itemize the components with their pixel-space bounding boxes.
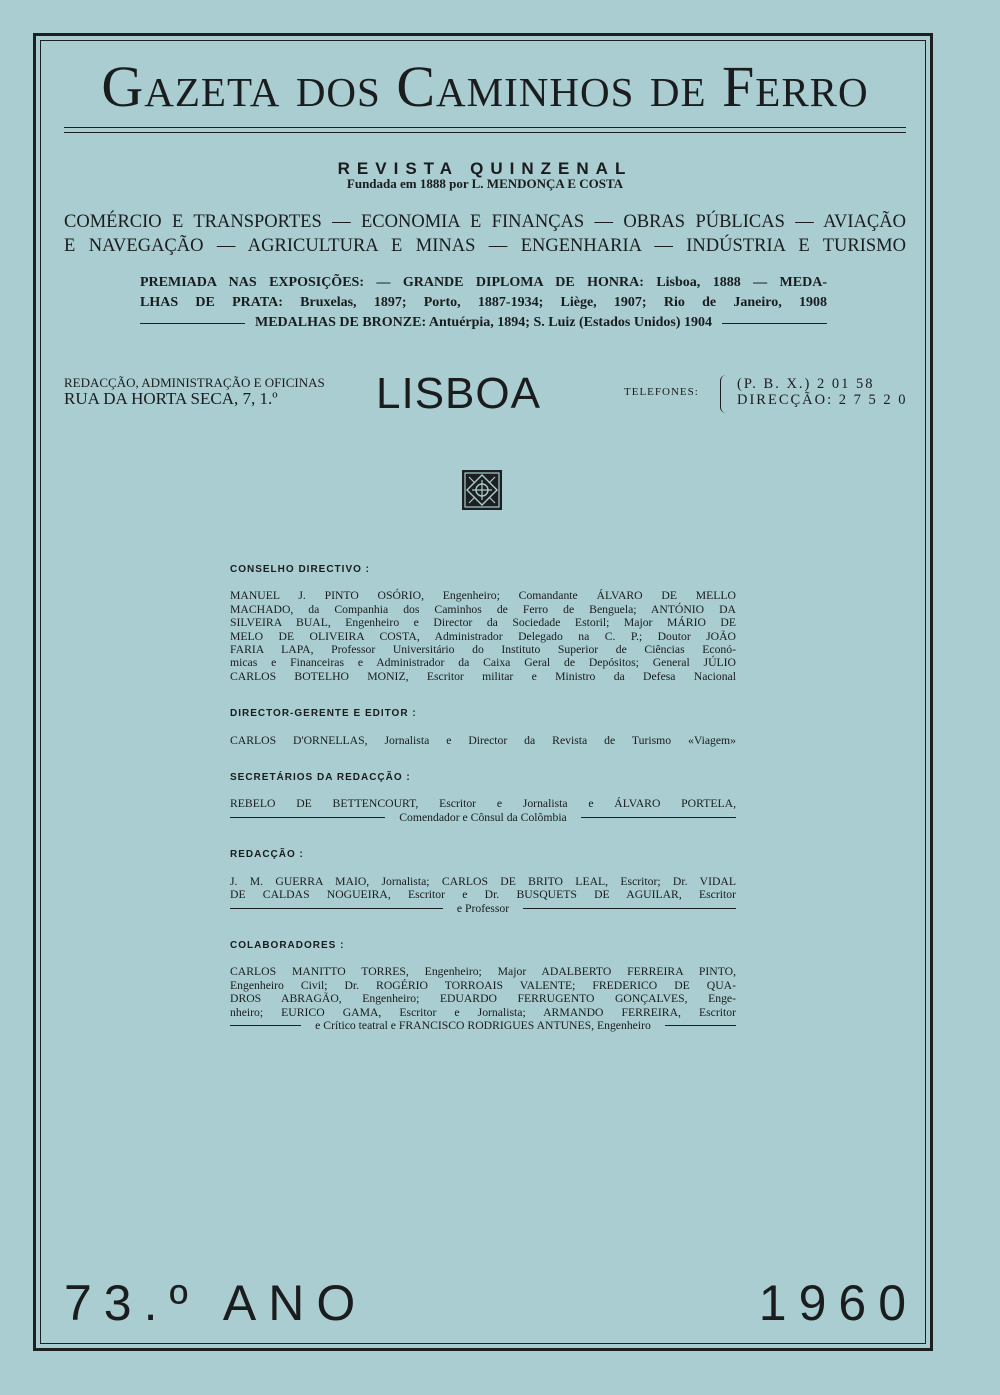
redaccao-line: e Professor — [456, 901, 510, 915]
conselho-line: CARLOS BOTELHO MONIZ, Escritor militar e Ministro da Defesa Nacional — [230, 669, 736, 683]
address-street: RUA DA HORTA SECA, 7, 1.º — [64, 389, 278, 408]
rule-right — [665, 1025, 736, 1026]
secretarios-line: REBELO DE BETTENCOURT, Escritor e Jornalista e ÁLVARO PORTELA, — [230, 797, 736, 811]
director-line: CARLOS D'ORNELLAS, Jornalista e Director da Revista de Turismo «Viagem» — [230, 733, 736, 747]
colaboradores-body — [230, 965, 736, 1032]
phone-pbx: (P. B. X.) 2 01 58 — [737, 376, 875, 392]
rule-left — [230, 817, 385, 818]
address-block — [64, 376, 325, 408]
secretarios-heading: SECRETÁRIOS DA REDACÇÃO : — [230, 772, 411, 784]
rule-left — [230, 908, 443, 909]
redaccao-line: J. M. GUERRA MAIO, Jornalista; CARLOS DE BRITO LEAL, Escritor; Dr. VIDAL — [230, 874, 736, 888]
colaboradores-line: e Crítico teatral e FRANCISCO RODRIGUES ANTUNES, Engenheiro — [315, 1018, 651, 1032]
redaccao-line-ruled — [230, 902, 736, 915]
colaboradores-line: Engenheiro Civil; Dr. ROGÉRIO TORROAIS VALENTE; FREDERICO DE QUA- — [230, 978, 736, 992]
awards-rule-left — [140, 323, 245, 324]
secretarios-line-ruled — [230, 811, 736, 824]
conselho-line: SILVEIRA BUAL, Engenheiro e Director da Sociedade Estoril; Major MÁRIO DE — [230, 616, 736, 630]
awards-rule-right — [722, 323, 827, 324]
phones-brace — [720, 375, 727, 413]
title-rule-top — [64, 127, 906, 128]
redaccao-heading: REDACÇÃO : — [230, 849, 304, 861]
title-rule-bottom — [64, 132, 906, 133]
conselho-line: MANUEL J. PINTO OSÓRIO, Engenheiro; Comandante ÁLVARO DE MELLO — [230, 589, 736, 603]
topics-line-2: E NAVEGAÇÃO — AGRICULTURA E MINAS — ENGENHARIA — INDÚSTRIA E TURISMO — [64, 236, 906, 256]
rule-left — [230, 1025, 301, 1026]
awards-line-2: LHAS DE PRATA: Bruxelas, 1897; Porto, 1887-1934; Liège, 1907; Rio de Janeiro, 1908 — [140, 295, 827, 310]
awards-line-3-row — [140, 313, 827, 333]
colaboradores-line: CARLOS MANITTO TORRES, Engenheiro; Major ADALBERTO FERREIRA PINTO, — [230, 965, 736, 979]
phone-direccao: DIRECÇÃO: 2 7 5 2 0 — [737, 392, 908, 408]
topics-line-1: COMÉRCIO E TRANSPORTES — ECONOMIA E FINANÇAS — OBRAS PÚBLICAS — AVIAÇÃO — [64, 212, 906, 232]
awards-line-1: PREMIADA NAS EXPOSIÇÕES: — GRANDE DIPLOMA DE HONRA: Lisboa, 1888 — MEDA- — [140, 275, 827, 290]
rule-right — [523, 908, 736, 909]
masthead-title: Gazeta dos Caminhos de Ferro — [101, 54, 869, 119]
rule-right — [581, 817, 736, 818]
phones-block — [737, 376, 908, 408]
address-label: REDACÇÃO, ADMINISTRAÇÃO E OFICINAS — [64, 375, 325, 390]
masthead-subtitle: REVISTA QUINZENAL — [337, 159, 633, 178]
city-name: LISBOA — [376, 369, 541, 418]
conselho-body — [230, 589, 736, 683]
conselho-heading: CONSELHO DIRECTIVO : — [230, 564, 371, 575]
conselho-line: MACHADO, da Companhia dos Caminhos de Ferro de Benguela; ANTÓNIO DA — [230, 602, 736, 616]
conselho-line: MELO DE OLIVEIRA COSTA, Administrador Delegado na C. P.; Doutor JOÃO — [230, 629, 736, 643]
conselho-line: micas e Financeiras e Administrador da Caixa Geral de Depósitos; General JÚLIO — [230, 656, 736, 670]
secretarios-line: Comendador e Cônsul da Colômbia — [399, 810, 567, 824]
volume-label: 73.º ANO — [64, 1275, 368, 1331]
ornamental-tile-emblem-icon — [461, 469, 503, 511]
colaboradores-heading: COLABORADORES : — [230, 939, 345, 951]
redaccao-body — [230, 875, 736, 915]
phones-label: TELEFONES: — [624, 386, 699, 398]
director-heading: DIRECTOR-GERENTE E EDITOR : — [230, 708, 417, 720]
staff-section — [230, 563, 736, 1056]
founded-line: Fundada em 1888 por L. MENDONÇA E COSTA — [346, 176, 624, 191]
colaboradores-line-ruled — [230, 1019, 736, 1032]
director-body — [230, 734, 736, 747]
awards-line-3: MEDALHAS DE BRONZE: Antuérpia, 1894; S. Luiz (Estados Unidos) 1904 — [255, 315, 713, 330]
redaccao-line: DE CALDAS NOGUEIRA, Escritor e Dr. BUSQUETS DE AGUILAR, Escritor — [230, 888, 736, 902]
year-label: 1960 — [758, 1275, 918, 1331]
awards-block — [140, 273, 827, 333]
conselho-line: FARIA LAPA, Professor Universitário do Instituto Superior de Ciências Econó- — [230, 643, 736, 657]
secretarios-body — [230, 797, 736, 824]
colaboradores-line: nheiro; EURICO GAMA, Escritor e Jornalista; ARMANDO FERREIRA, Escritor — [230, 1005, 736, 1019]
colaboradores-line: DROS ABRAGÃO, Engenheiro; EDUARDO FERRUGENTO GONÇALVES, Enge- — [230, 992, 736, 1006]
topics-block — [64, 210, 906, 258]
